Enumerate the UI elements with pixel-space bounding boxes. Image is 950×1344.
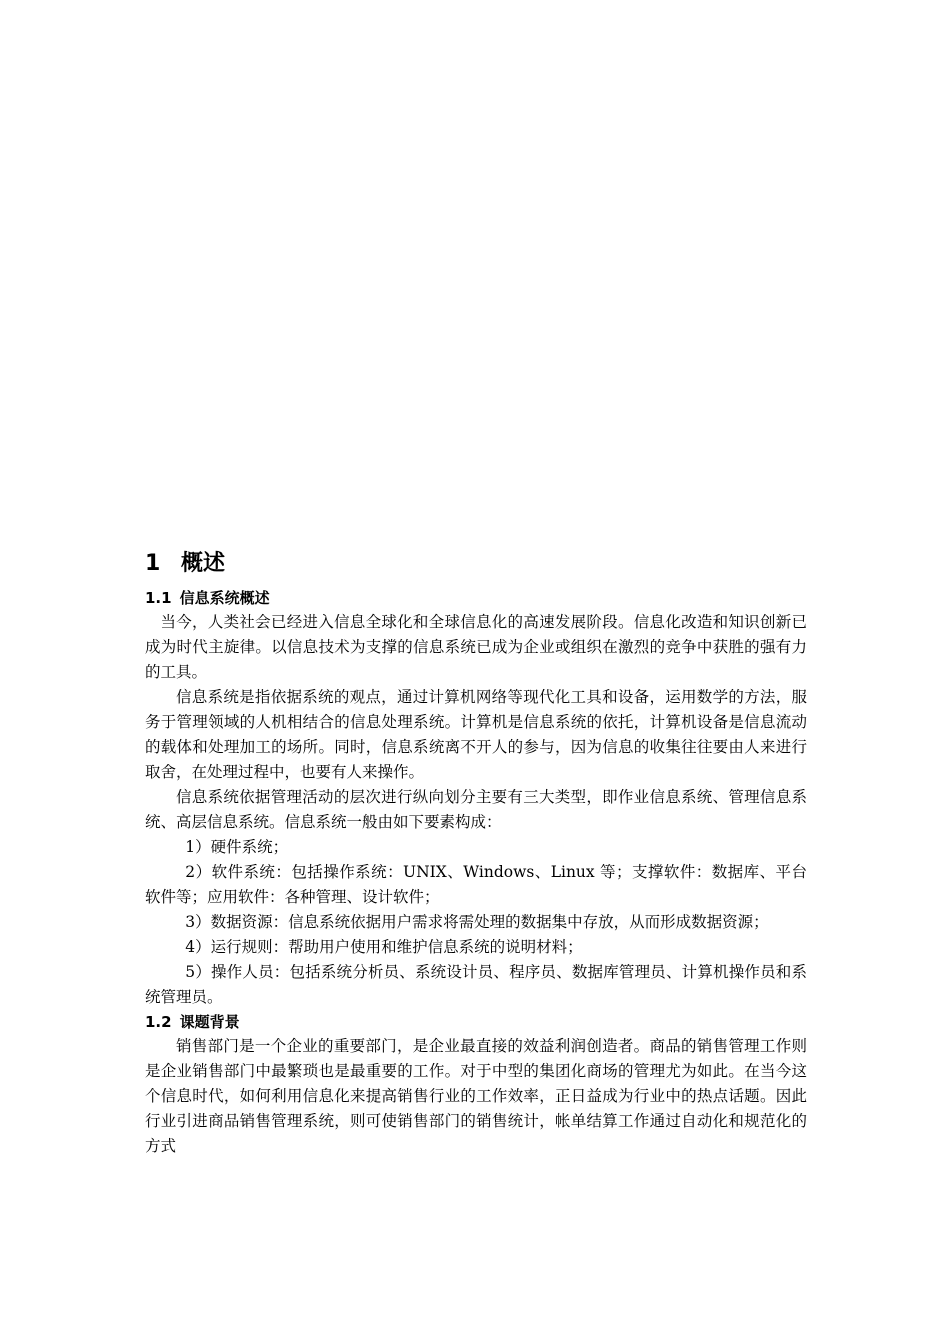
list-item: 3）数据资源：信息系统依据用户需求将需处理的数据集中存放，从而形成数据资源； [185, 913, 769, 931]
section-heading-1-1 [145, 586, 807, 610]
document-content [145, 548, 807, 1159]
section-heading-1-2 [145, 1010, 807, 1034]
chapter-heading [145, 548, 807, 580]
section-number: 1.1 [145, 589, 172, 607]
paragraph: 当今，人类社会已经进入信息全球化和全球信息化的高速发展阶段。信息化改造和知识创新已成为时代主旋律。以信息技术为支撑的信息系统已成为企业或组织在激烈的竞争中获胜的强有力的工具。 [145, 613, 807, 681]
paragraph: 信息系统是指依据系统的观点，通过计算机网络等现代化工具和设备，运用数学的方法，服务于管理领域的人机相结合的信息处理系统。计算机是信息系统的依托，计算机设备是信息流动的载体和处理加工的场所。同时，信息系统离不开人的参与，因为信息的收集往往要由人来进行取舍，在处理过程中，也要有人来操作。 [145, 688, 807, 781]
list-item: 1）硬件系统； [185, 838, 289, 856]
section-title: 信息系统概述 [179, 589, 270, 607]
chapter-title: 概述 [181, 551, 226, 576]
list-item: 2）软件系统：包括操作系统：UNIX、Windows、Linux 等；支撑软件：数据库、平台软件等；应用软件：各种管理、设计软件； [145, 863, 807, 906]
section-number: 1.2 [145, 1013, 172, 1031]
paragraph: 信息系统依据管理活动的层次进行纵向划分主要有三大类型，即作业信息系统、管理信息系统、高层信息系统。信息系统一般由如下要素构成： [145, 788, 807, 831]
paragraph: 销售部门是一个企业的重要部门，是企业最直接的效益利润创造者。商品的销售管理工作则是企业销售部门中最繁琐也是最重要的工作。对于中型的集团化商场的管理尤为如此。在当今这个信息时代，如何利用信息化来提高销售行业的工作效率，正日益成为行业中的热点话题。因此行业引进商品销售管理系统，则可使销售部门的销售统计，帐单结算工作通过自动化和规范化的方式 [145, 1037, 807, 1155]
chapter-number: 1 [145, 551, 161, 576]
list-item: 5）操作人员：包括系统分析员、系统设计员、程序员、数据库管理员、计算机操作员和系统管理员。 [145, 963, 807, 1006]
list-item: 4）运行规则：帮助用户使用和维护信息系统的说明材料； [185, 938, 583, 956]
section-title: 课题背景 [179, 1013, 240, 1031]
